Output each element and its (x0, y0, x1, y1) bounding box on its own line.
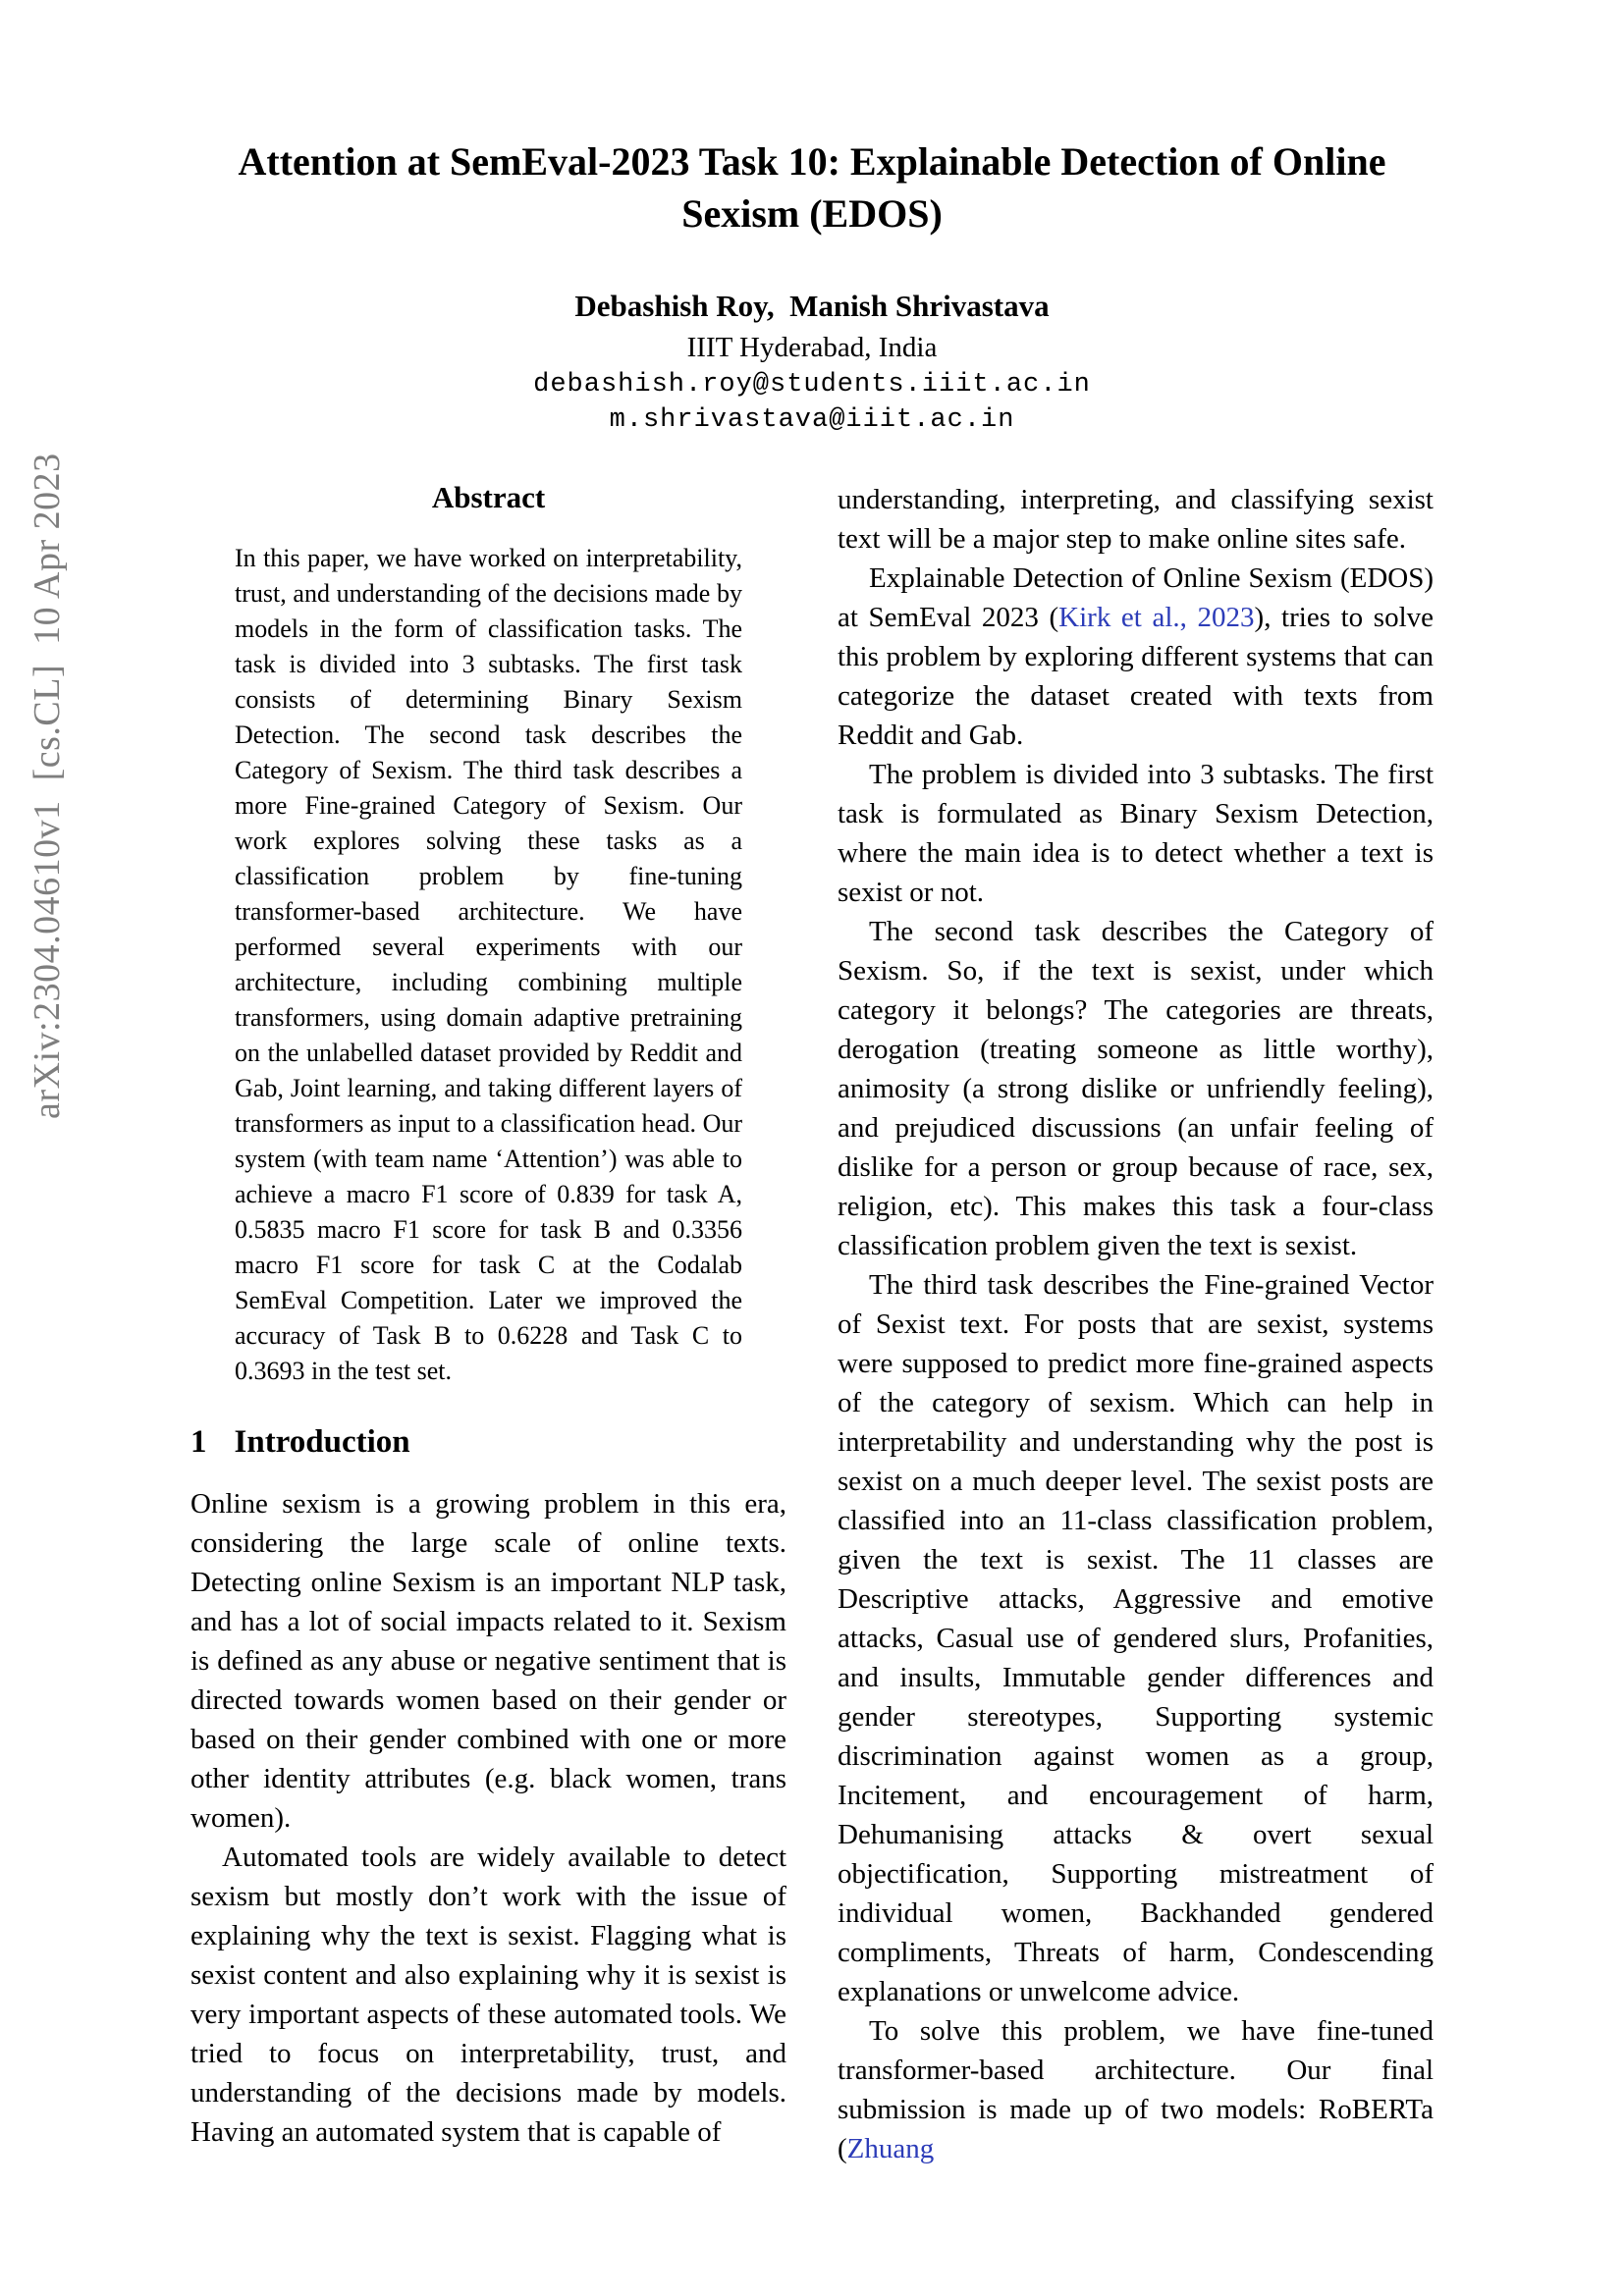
section-heading-introduction (190, 1424, 786, 1461)
section-number: 1 (190, 1424, 207, 1460)
text-segment: Explainable Detection of Online Sexism (EDOS) at SemEval 2023 ( (838, 562, 1434, 633)
body-paragraph-1 (838, 480, 1434, 559)
body-paragraph-2 (838, 559, 1434, 755)
authors: Debashish Roy, Manish Shrivastava (574, 289, 1050, 323)
intro-paragraph-2 (190, 1838, 786, 2152)
title-line-1: Attention at SemEval-2023 Task 10: Explainable Detection of Online (238, 139, 1386, 184)
text-segment: To solve this problem, we have fine-tuned transformer-based architecture. Our final submission is made up of two models: RoBERTa ( (838, 2015, 1434, 2164)
arxiv-watermark: arXiv:2304.04610v1 [cs.CL] 10 Apr 2023 (27, 453, 68, 1119)
text-segment: Online sexism is a growing problem in this era, considering the large scale of online texts. Detecting online Sexism is an important NLP task, and has a lot of social impacts related to it. Sexism is defined as any abuse or negative sentiment that is directed towards women based on their gender or based on their gender combined with one or more other identity attributes (e.g. black women, trans women). (190, 1488, 786, 1834)
paper-header (190, 135, 1434, 435)
paper-title (190, 135, 1434, 240)
citation-link[interactable]: Kirk et al., 2023 (1058, 602, 1255, 633)
text-segment: understanding, interpreting, and classifying sexist text will be a major step to make online sites safe. (838, 484, 1434, 555)
citation-link[interactable]: Zhuang (846, 2133, 935, 2164)
body-paragraph-3 (838, 755, 1434, 912)
text-segment: ), tries to solve this problem by exploring different systems that can categorize the dataset created with texts from Reddit and Gab. (838, 602, 1434, 751)
author-email-1: debashish.roy@students.iiit.ac.in (533, 370, 1091, 400)
abstract-heading: Abstract (431, 480, 546, 514)
body-paragraph-6 (838, 2011, 1434, 2168)
author-email-2: m.shrivastava@iiit.ac.in (609, 405, 1015, 435)
left-column (190, 480, 786, 2168)
title-line-2: Sexism (EDOS) (681, 191, 943, 236)
text-segment: The second task describes the Category of Sexism. So, if the text is sexist, under which category it belongs? The categories are threats, derogation (treating someone as little worthy), animosity (a strong dislike or unfriendly feeling), and prejudiced discussions (an unfair feeling of dislike for a person or group because of race, sex, religion, etc). This makes this task a four-class classification problem given the text is sexist. (838, 916, 1434, 1261)
body-paragraph-4 (838, 912, 1434, 1265)
section-title: Introduction (234, 1424, 410, 1460)
right-column (838, 480, 1434, 2168)
text-segment: The problem is divided into 3 subtasks. The first task is formulated as Binary Sexism Detection, where the main idea is to detect whether a text is sexist or not. (838, 759, 1434, 908)
affiliation: IIIT Hyderabad, India (686, 332, 938, 363)
two-column-body (190, 480, 1434, 2168)
intro-paragraph-1 (190, 1484, 786, 1838)
text-segment: The third task describes the Fine-grained Vector of Sexist text. For posts that are sexist, systems were supposed to predict more fine-grained aspects of the category of sexism. Which can help in interpretability and understanding why the post is sexist on a much deeper level. The sexist posts are classified into an 11-class classification problem, given the text is sexist. The 11 classes are Descriptive attacks, Aggressive and emotive attacks, Casual use of gendered slurs, Profanities, and insults, Immutable gender differences and gender stereotypes, Supporting systemic discrimination against women as a group, Incitement, and encouragement of harm, Dehumanising attacks & overt sexual objectification, Supporting mistreatment of individual women, Backhanded gendered compliments, Threats of harm, Condescending explanations or unwelcome advice. (838, 1269, 1434, 2007)
body-paragraph-5 (838, 1265, 1434, 2011)
text-segment: Automated tools are widely available to detect sexism but mostly don’t work with the issue of explaining why the text is sexist. Flagging what is sexist content and also explaining why it is sexist is very important aspects of these automated tools. We tried to focus on interpretability, trust, and understanding of the decisions made by models. Having an automated system that is capable of (190, 1842, 786, 2148)
abstract-text: In this paper, we have worked on interpretability, trust, and understanding of the decisions made by models in the form of classification tasks. The task is divided into 3 subtasks. The first task consists of determining Binary Sexism Detection. The second task describes the Category of Sexism. The third task describes a more Fine-grained Category of Sexism. Our work explores solving these tasks as a classification problem by fine-tuning transformer-based architecture. We have performed several experiments with our architecture, including combining multiple transformers, using domain adaptive pretraining on the unlabelled dataset provided by Reddit and Gab, Joint learning, and taking different layers of transformers as input to a classification head. Our system (with team name ‘Attention’) was able to achieve a macro F1 score of 0.839 for task A, 0.5835 macro F1 score for task B and 0.3356 macro F1 score for task C at the Codalab SemEval Competition. Later we improved the accuracy of Task B to 0.6228 and Task C to 0.3693 in the test set. (235, 544, 742, 1385)
